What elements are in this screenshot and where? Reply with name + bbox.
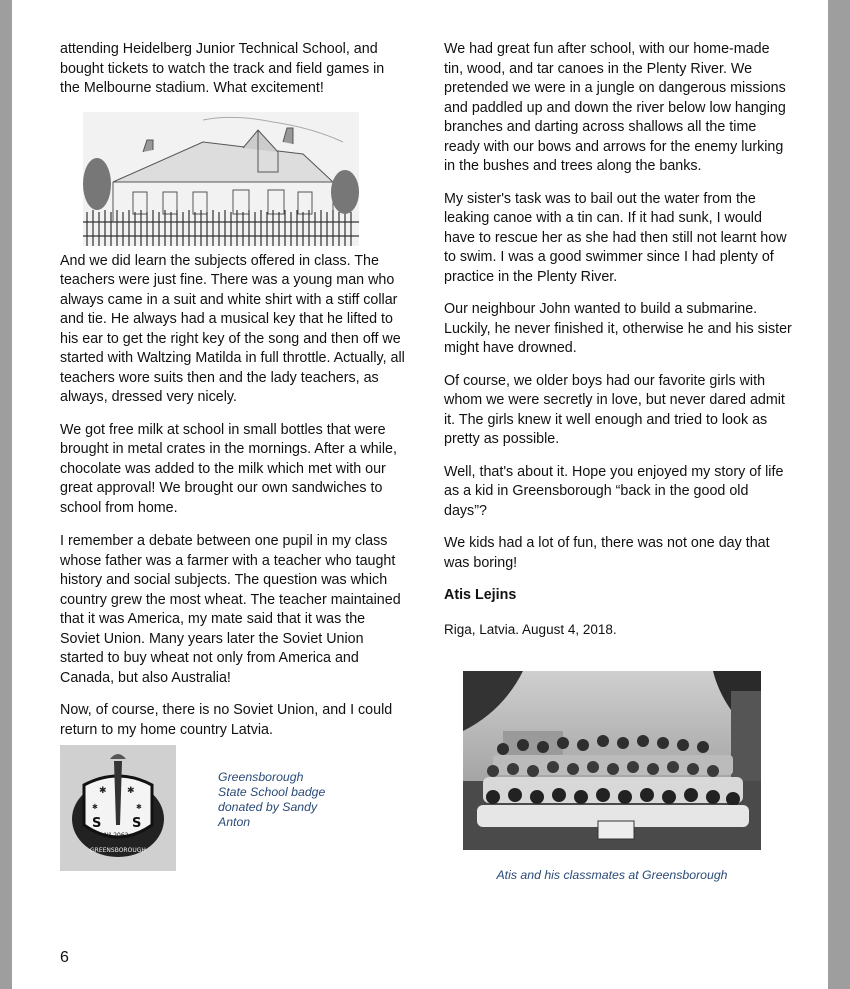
- author-signature: Atis Lejins: [444, 587, 517, 603]
- paragraph-latvia: Now, of course, there is no Soviet Union, and I could return to my home country Latvia.: [60, 702, 393, 738]
- place-date: Riga, Latvia. August 4, 2018.: [444, 621, 617, 637]
- paragraph-sister: My sister's task was to bail out the water from the leaking canoe with a tin can. If it had sunk, I would have to rescue her as she had then still not learnt how to swim. I was a good swimmer since I had plenty of practice in the Plenty River.: [444, 190, 787, 285]
- right-column: [444, 40, 792, 652]
- badge-letter-right: S: [132, 816, 142, 831]
- page-number: 6: [60, 949, 69, 966]
- badge-ring-text: GREENSBOROUGH: [90, 847, 146, 854]
- svg-text:✱: ✱: [136, 803, 142, 811]
- paragraph-intro: attending Heidelberg Junior Technical School, and bought tickets to watch the track and field games in the Melbourne stadium. What excitement!: [60, 41, 385, 96]
- paragraph-fun: We kids had a lot of fun, there was not one day that was boring!: [444, 535, 770, 571]
- svg-text:✱: ✱: [92, 803, 98, 811]
- class-photo-image: [463, 671, 761, 850]
- badge-letter-left: S: [92, 816, 102, 831]
- paragraph-debate: I remember a debate between one pupil in my class whose father was a farmer with a teacher who taught history and social subjects. The question was which country grew the most wheat. The teacher maintained that it was America, my mate said that it was the Soviet Union. Many years later the Soviet Union started to buy wheat not only from America and Canada, but also Australia!: [60, 533, 401, 686]
- document-page: [12, 0, 828, 989]
- school-badge-image: [60, 745, 176, 871]
- paragraph-story: Well, that's about it. Hope you enjoyed my story of life as a kid in Greensborough “back in the good old days”?: [444, 463, 784, 519]
- svg-text:✱: ✱: [127, 786, 135, 796]
- paragraph-girls: Of course, we older boys had our favorite girls with whom we were secretly in love, but never dared admit it. The girls knew it well enough and tried to look as pretty as possible.: [444, 372, 785, 447]
- school-badge-icon: [60, 745, 176, 871]
- svg-text:✱: ✱: [99, 786, 107, 796]
- paragraph-canoes: We had great fun after school, with our home-made tin, wood, and tar canoes in the Plenty River. We pretended we were in a jungle on dangerous missions and paddled up and down the river below low hanging branches and darting across shallows all the time ready with our bows and arrows for the enemy lurking in the bushes and trees along the banks.: [444, 41, 786, 174]
- class-photo-caption: Atis and his classmates at Greensborough: [496, 868, 728, 882]
- badge-number: Nº 2062: [104, 832, 129, 839]
- badge-caption: Greensborough State School badge donated by Sandy Anton: [218, 770, 326, 829]
- school-building-sketch-icon: [83, 112, 359, 246]
- school-sketch-image: [83, 112, 359, 246]
- paragraph-subjects: And we did learn the subjects offered in class. The teachers were just fine. There was a young man who always came in a suit and white shirt with a stiff collar and tie. He always had a musical key that he lifted to his ear to get the right key of the song and then off we started with Waltzing Matilda in full throttle. Actually, all teachers wore suits then and the lady teachers, as always, dressed very nicely.: [60, 252, 405, 405]
- paragraph-milk: We got free milk at school in small bottles that were brought in metal crates in the mornings. After a while, chocolate was added to the milk which met with our great approval! We brought our own sandwiches to school from home.: [60, 421, 397, 516]
- paragraph-neighbour: Our neighbour John wanted to build a submarine. Luckily, he never finished it, otherwise he and his sister might have drowned.: [444, 301, 792, 356]
- class-photo-icon: [463, 671, 761, 850]
- left-column: [60, 40, 405, 753]
